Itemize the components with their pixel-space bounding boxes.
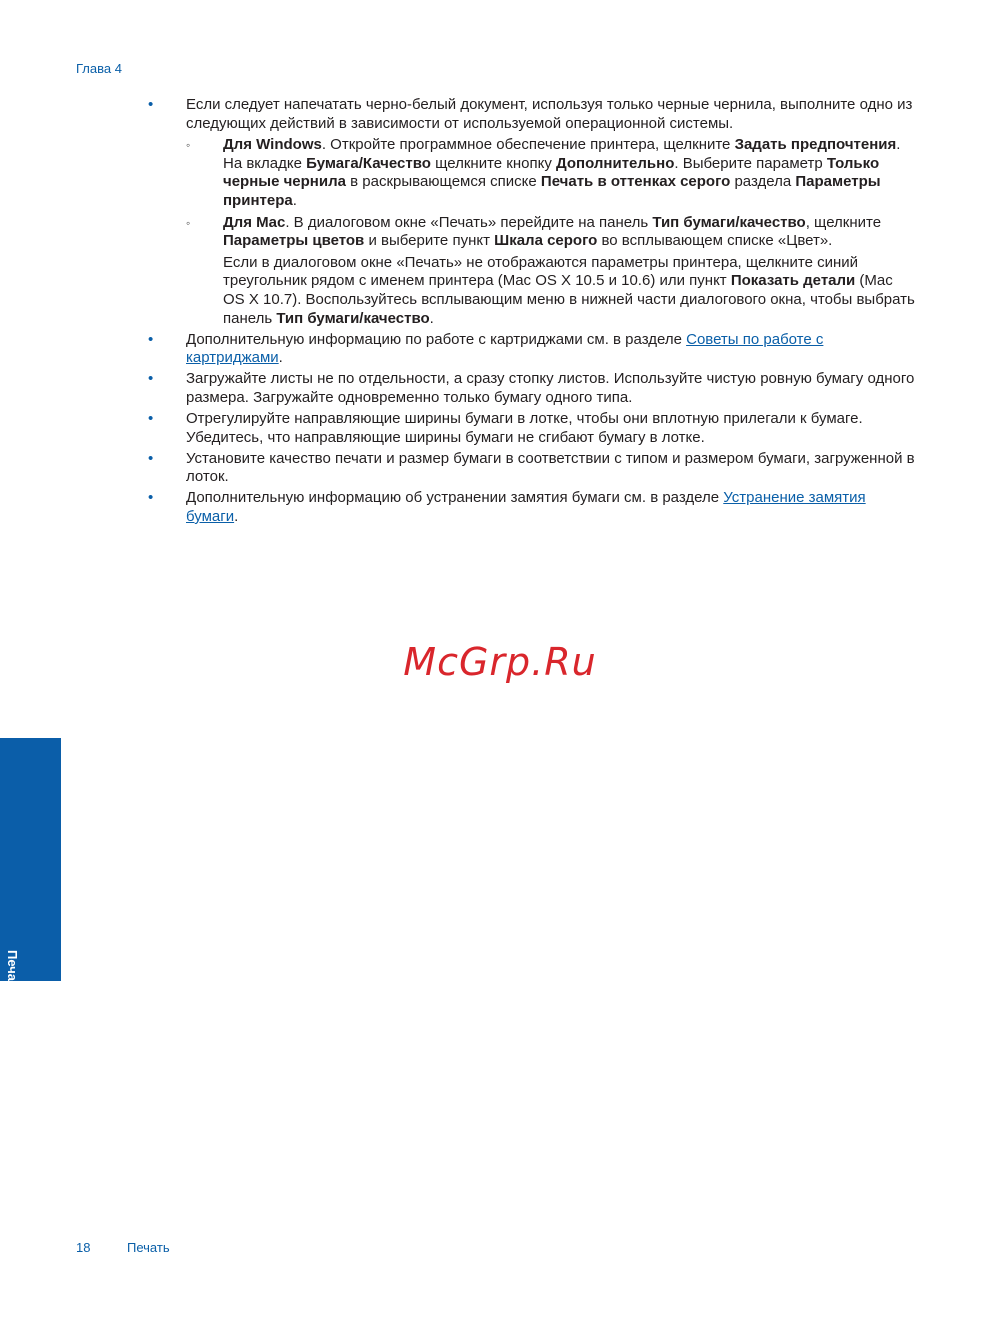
item-text: Если следует напечатать черно-белый документ, используя только черные чернила, выполните одно из следующих действий в зависимости от используемой операционной системы.: [186, 96, 913, 132]
text: щелкните кнопку: [430, 154, 556, 172]
bold-text: Для Mac: [223, 213, 286, 231]
text: в раскрывающемся списке: [345, 173, 541, 191]
list-item: [148, 370, 918, 407]
paper-jam-link[interactable]: Устранение замятия бумаги: [186, 489, 866, 525]
watermark: McGrp.Ru: [403, 640, 597, 684]
bullet: •: [148, 330, 154, 348]
list-item: [148, 410, 918, 447]
sub-list-item-windows: [186, 136, 918, 210]
footer-section-title: Печать: [127, 1240, 170, 1255]
text: во всплывающем списке «Цвет».: [597, 232, 833, 250]
main-content: [148, 96, 918, 529]
sub-list-item-mac: [186, 214, 918, 329]
text: .: [234, 507, 239, 525]
bold-text: Параметры цветов: [223, 232, 365, 250]
text: , щелкните: [805, 213, 882, 231]
bold-text: Только черные чернила: [223, 154, 880, 191]
bold-text: Для Windows: [223, 136, 322, 154]
text: .: [429, 309, 434, 327]
item-text: Отрегулируйте направляющие ширины бумаги в лотке, чтобы они вплотную прилегали к бумаге. Убедитесь, что направляющие ширины бумаги не сгибают бумагу в лотке.: [186, 410, 863, 446]
bold-text: Шкала серого: [494, 232, 598, 250]
text: . Выберите параметр: [674, 154, 827, 172]
bullet: •: [148, 410, 154, 427]
text: раздела: [730, 173, 796, 191]
bullet: •: [148, 489, 154, 507]
chapter-header: Глава 4: [76, 61, 122, 76]
bold-text: Параметры принтера: [223, 173, 881, 209]
bold-text: Бумага/Качество: [306, 154, 431, 172]
text: и выберите пункт: [364, 232, 495, 250]
list-item: [148, 489, 918, 526]
side-tab-label: Печать: [5, 950, 20, 996]
sub-paragraph: [223, 254, 918, 328]
sub-bullet: ◦: [186, 138, 191, 153]
side-tab: [0, 738, 61, 981]
cartridge-tips-link[interactable]: Советы по работе с картриджами: [186, 330, 824, 367]
list-item: [148, 96, 918, 328]
bullet: •: [148, 370, 154, 388]
bold-text: Тип бумаги/качество: [276, 309, 430, 327]
list-item: [148, 450, 918, 487]
item-text: Загружайте листы не по отдельности, а сразу стопку листов. Используйте чистую ровную бумагу одного размера. Загружайте одновременно только бумагу одного типа.: [186, 370, 915, 406]
text: (Mac OS X 10.7). Воспользуйтесь всплывающим меню в нижней части диалогового окна, чтобы выбрать панель: [223, 272, 915, 327]
text: Если в диалоговом окне «Печать» не отображаются параметры принтера, щелкните синий треугольник рядом с именем принтера (Mac OS X 10.5 и 10.6) или пункт: [223, 253, 859, 290]
text: . В диалоговом окне «Печать» перейдите на панель: [285, 213, 653, 231]
list-item: [148, 331, 918, 368]
text: .: [292, 191, 297, 209]
text: . На вкладке: [223, 136, 901, 172]
item-text: Установите качество печати и размер бумаги в соответствии с типом и размером бумаги, загруженной в лоток.: [186, 449, 915, 486]
sub-bullet: ◦: [186, 215, 191, 230]
text: . Откройте программное обеспечение принтера, щелкните: [321, 136, 735, 154]
bold-text: Печать в оттенках серого: [540, 173, 731, 191]
item-text: Дополнительную информацию об устранении замятия бумаги см. в разделе: [186, 489, 724, 507]
bold-text: Показать детали: [730, 272, 856, 290]
bullet: •: [148, 449, 154, 467]
bold-text: Дополнительно: [556, 154, 675, 172]
bullet: •: [148, 96, 154, 113]
page-number: 18: [76, 1240, 91, 1255]
item-text: Дополнительную информацию по работе с картриджами см. в разделе: [186, 330, 687, 348]
bold-text: Тип бумаги/качество: [652, 213, 806, 231]
text: .: [278, 349, 283, 367]
bold-text: Задать предпочтения: [734, 136, 897, 154]
